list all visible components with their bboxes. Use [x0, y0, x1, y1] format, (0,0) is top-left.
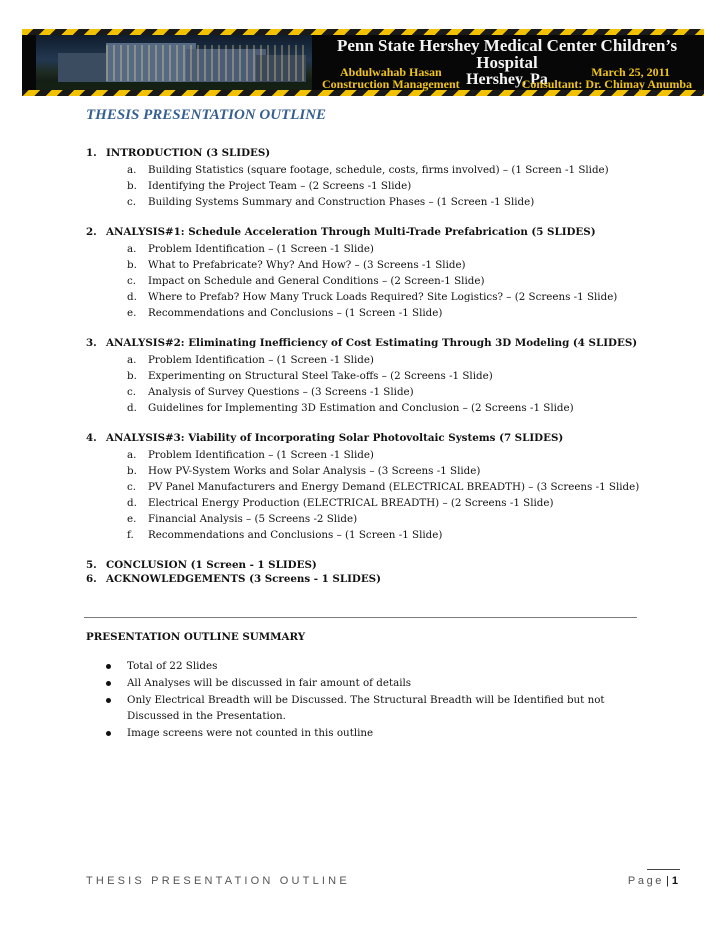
summary-bullet-list [106, 658, 636, 742]
outline-subitem-letter: c. [127, 275, 137, 287]
outline-subitem-text: Problem Identification – (1 Screen -1 Slide) [148, 243, 374, 255]
outline-subitem-letter: b. [127, 259, 137, 271]
outline-list [86, 146, 646, 586]
banner-title-line2: Hershey, Pa [466, 71, 548, 88]
outline-section-heading [86, 572, 646, 586]
outline-subitem [86, 162, 646, 178]
outline-section [86, 572, 646, 586]
outline-section [86, 146, 646, 210]
outline-subitem-text: Recommendations and Conclusions – (1 Screen -1 Slide) [148, 529, 443, 541]
summary-bullet-text: Only Electrical Breadth will be Discussed. The Structural Breadth will be Identified but not Discussed in the Presentation. [127, 694, 605, 722]
outline-subitem-text: Recommendations and Conclusions – (1 Screen -1 Slide) [148, 307, 443, 319]
footer-page-mark [647, 869, 680, 870]
outline-subitem [86, 447, 646, 463]
outline-subitem [86, 257, 646, 273]
outline-subitem-list [86, 241, 646, 321]
outline-subitem-text: Analysis of Survey Questions – (3 Screens -1 Slide) [148, 386, 414, 398]
outline-subitem-list [86, 352, 646, 416]
summary-bullet [106, 725, 636, 741]
summary-title: PRESENTATION OUTLINE SUMMARY [86, 631, 306, 643]
outline-subitem [86, 194, 646, 210]
outline-subitem-letter: d. [127, 291, 137, 303]
banner-background [22, 35, 704, 90]
footer-page-number: 1 [671, 875, 678, 887]
banner-date: March 25, 2011 [591, 65, 670, 79]
outline-subitem-list [86, 162, 646, 210]
outline-subitem-letter: c. [127, 386, 137, 398]
outline-section-number: 5. [86, 559, 97, 571]
bullet-dot-icon [106, 664, 111, 669]
outline-subitem-text: PV Panel Manufacturers and Energy Demand (ELECTRICAL BREADTH) – (3 Screens -1 Slide) [148, 481, 640, 493]
outline-subitem [86, 368, 646, 384]
banner-author: Abdulwahab Hasan [340, 65, 442, 79]
summary-bullet [106, 675, 636, 691]
outline-section-title: ANALYSIS#1: Schedule Acceleration Through Multi-Trade Prefabrication (5 SLIDES) [106, 226, 596, 238]
outline-subitem [86, 527, 646, 543]
outline-section-number: 1. [86, 147, 97, 159]
outline-section-heading [86, 146, 646, 160]
outline-subitem-text: Where to Prefab? How Many Truck Loads Required? Site Logistics? – (2 Screens -1 Slide) [148, 291, 618, 303]
outline-subitem-letter: b. [127, 180, 137, 192]
outline-subitem-letter: c. [127, 481, 137, 493]
banner-option: Construction Management [322, 77, 460, 91]
outline-subitem-text: Guidelines for Implementing 3D Estimation and Conclusion – (2 Screens -1 Slide) [148, 402, 574, 414]
outline-section-heading [86, 431, 646, 445]
banner-author-block [322, 66, 460, 90]
summary-bullet [106, 692, 636, 724]
bullet-dot-icon [106, 698, 111, 703]
outline-subitem-text: Building Statistics (square footage, schedule, costs, firms involved) – (1 Screen -1 Slide) [148, 164, 609, 176]
outline-subitem-text: Building Systems Summary and Construction Phases – (1 Screen -1 Slide) [148, 196, 535, 208]
outline-subitem-list [86, 447, 646, 543]
hospital-building-image [36, 35, 312, 90]
outline-section-heading [86, 558, 646, 572]
outline-subitem-letter: d. [127, 497, 137, 509]
outline-subitem [86, 352, 646, 368]
banner-date-block [522, 66, 692, 90]
outline-subitem [86, 400, 646, 416]
outline-subitem-text: Problem Identification – (1 Screen -1 Slide) [148, 449, 374, 461]
outline-subitem-letter: a. [127, 243, 137, 255]
outline-subitem [86, 178, 646, 194]
footer-separator: | [666, 875, 669, 887]
outline-subitem [86, 511, 646, 527]
summary-bullet-text: Image screens were not counted in this outline [127, 727, 374, 739]
outline-subitem-text: Identifying the Project Team – (2 Screens -1 Slide) [148, 180, 412, 192]
outline-subitem-text: Impact on Schedule and General Conditions – (2 Screen-1 Slide) [148, 275, 485, 287]
outline-section [86, 225, 646, 321]
bullet-dot-icon [106, 731, 111, 736]
summary-bullet-text: Total of 22 Slides [127, 660, 218, 672]
outline-subitem-letter: a. [127, 354, 137, 366]
outline-subitem-text: Problem Identification – (1 Screen -1 Slide) [148, 354, 374, 366]
header-banner [22, 29, 704, 96]
outline-subitem-letter: f. [127, 529, 134, 541]
outline-section [86, 336, 646, 416]
outline-subitem-letter: b. [127, 465, 137, 477]
outline-section [86, 431, 646, 543]
outline-subitem [86, 289, 646, 305]
summary-bullet-text: All Analyses will be discussed in fair amount of details [127, 677, 412, 689]
outline-subitem-text: Financial Analysis – (5 Screens -2 Slide) [148, 513, 358, 525]
outline-subitem-letter: e. [127, 307, 137, 319]
footer-document-title: THESIS PRESENTATION OUTLINE [86, 875, 350, 887]
outline-subitem-letter: b. [127, 370, 137, 382]
outline-section-heading [86, 225, 646, 239]
outline-subitem [86, 273, 646, 289]
outline-subitem [86, 495, 646, 511]
outline-subitem-letter: e. [127, 513, 137, 525]
section-divider [84, 617, 637, 618]
outline-section-number: 6. [86, 573, 97, 585]
outline-section-heading [86, 336, 646, 350]
outline-subitem-text: Experimenting on Structural Steel Take-offs – (2 Screens -1 Slide) [148, 370, 493, 382]
bullet-dot-icon [106, 681, 111, 686]
outline-section-title: ANALYSIS#2: Eliminating Inefficiency of Cost Estimating Through 3D Modeling (4 SLIDES) [106, 337, 638, 349]
page-title: THESIS PRESENTATION OUTLINE [86, 107, 327, 123]
outline-section-title: CONCLUSION (1 Screen - 1 SLIDES) [106, 559, 317, 571]
outline-subitem-letter: d. [127, 402, 137, 414]
banner-title-line1: Penn State Hershey Medical Center Children’s Hospital [336, 36, 678, 72]
outline-section-title: ANALYSIS#3: Viability of Incorporating Solar Photovoltaic Systems (7 SLIDES) [106, 432, 564, 444]
footer-page-label: Page [627, 875, 665, 887]
outline-subitem [86, 479, 646, 495]
outline-subitem-letter: a. [127, 449, 137, 461]
outline-section-title: ACKNOWLEDGEMENTS (3 Screens - 1 SLIDES) [106, 573, 381, 585]
banner-consultant: Consultant: Dr. Chimay Anumba [521, 77, 692, 91]
summary-bullet [106, 658, 636, 674]
outline-section-number: 3. [86, 337, 97, 349]
outline-subitem-letter: a. [127, 164, 137, 176]
outline-subitem [86, 241, 646, 257]
outline-subitem-text: Electrical Energy Production (ELECTRICAL BREADTH) – (2 Screens -1 Slide) [148, 497, 554, 509]
outline-section [86, 558, 646, 572]
outline-section-number: 4. [86, 432, 97, 444]
outline-subitem-letter: c. [127, 196, 137, 208]
outline-subitem [86, 384, 646, 400]
footer-page-indicator [628, 875, 678, 887]
outline-subitem-text: What to Prefabricate? Why? And How? – (3 Screens -1 Slide) [148, 259, 466, 271]
outline-subitem [86, 463, 646, 479]
outline-subitem [86, 305, 646, 321]
outline-subitem-text: How PV-System Works and Solar Analysis – (3 Screens -1 Slide) [148, 465, 481, 477]
outline-section-title: INTRODUCTION (3 SLIDES) [106, 147, 271, 159]
outline-section-number: 2. [86, 226, 97, 238]
